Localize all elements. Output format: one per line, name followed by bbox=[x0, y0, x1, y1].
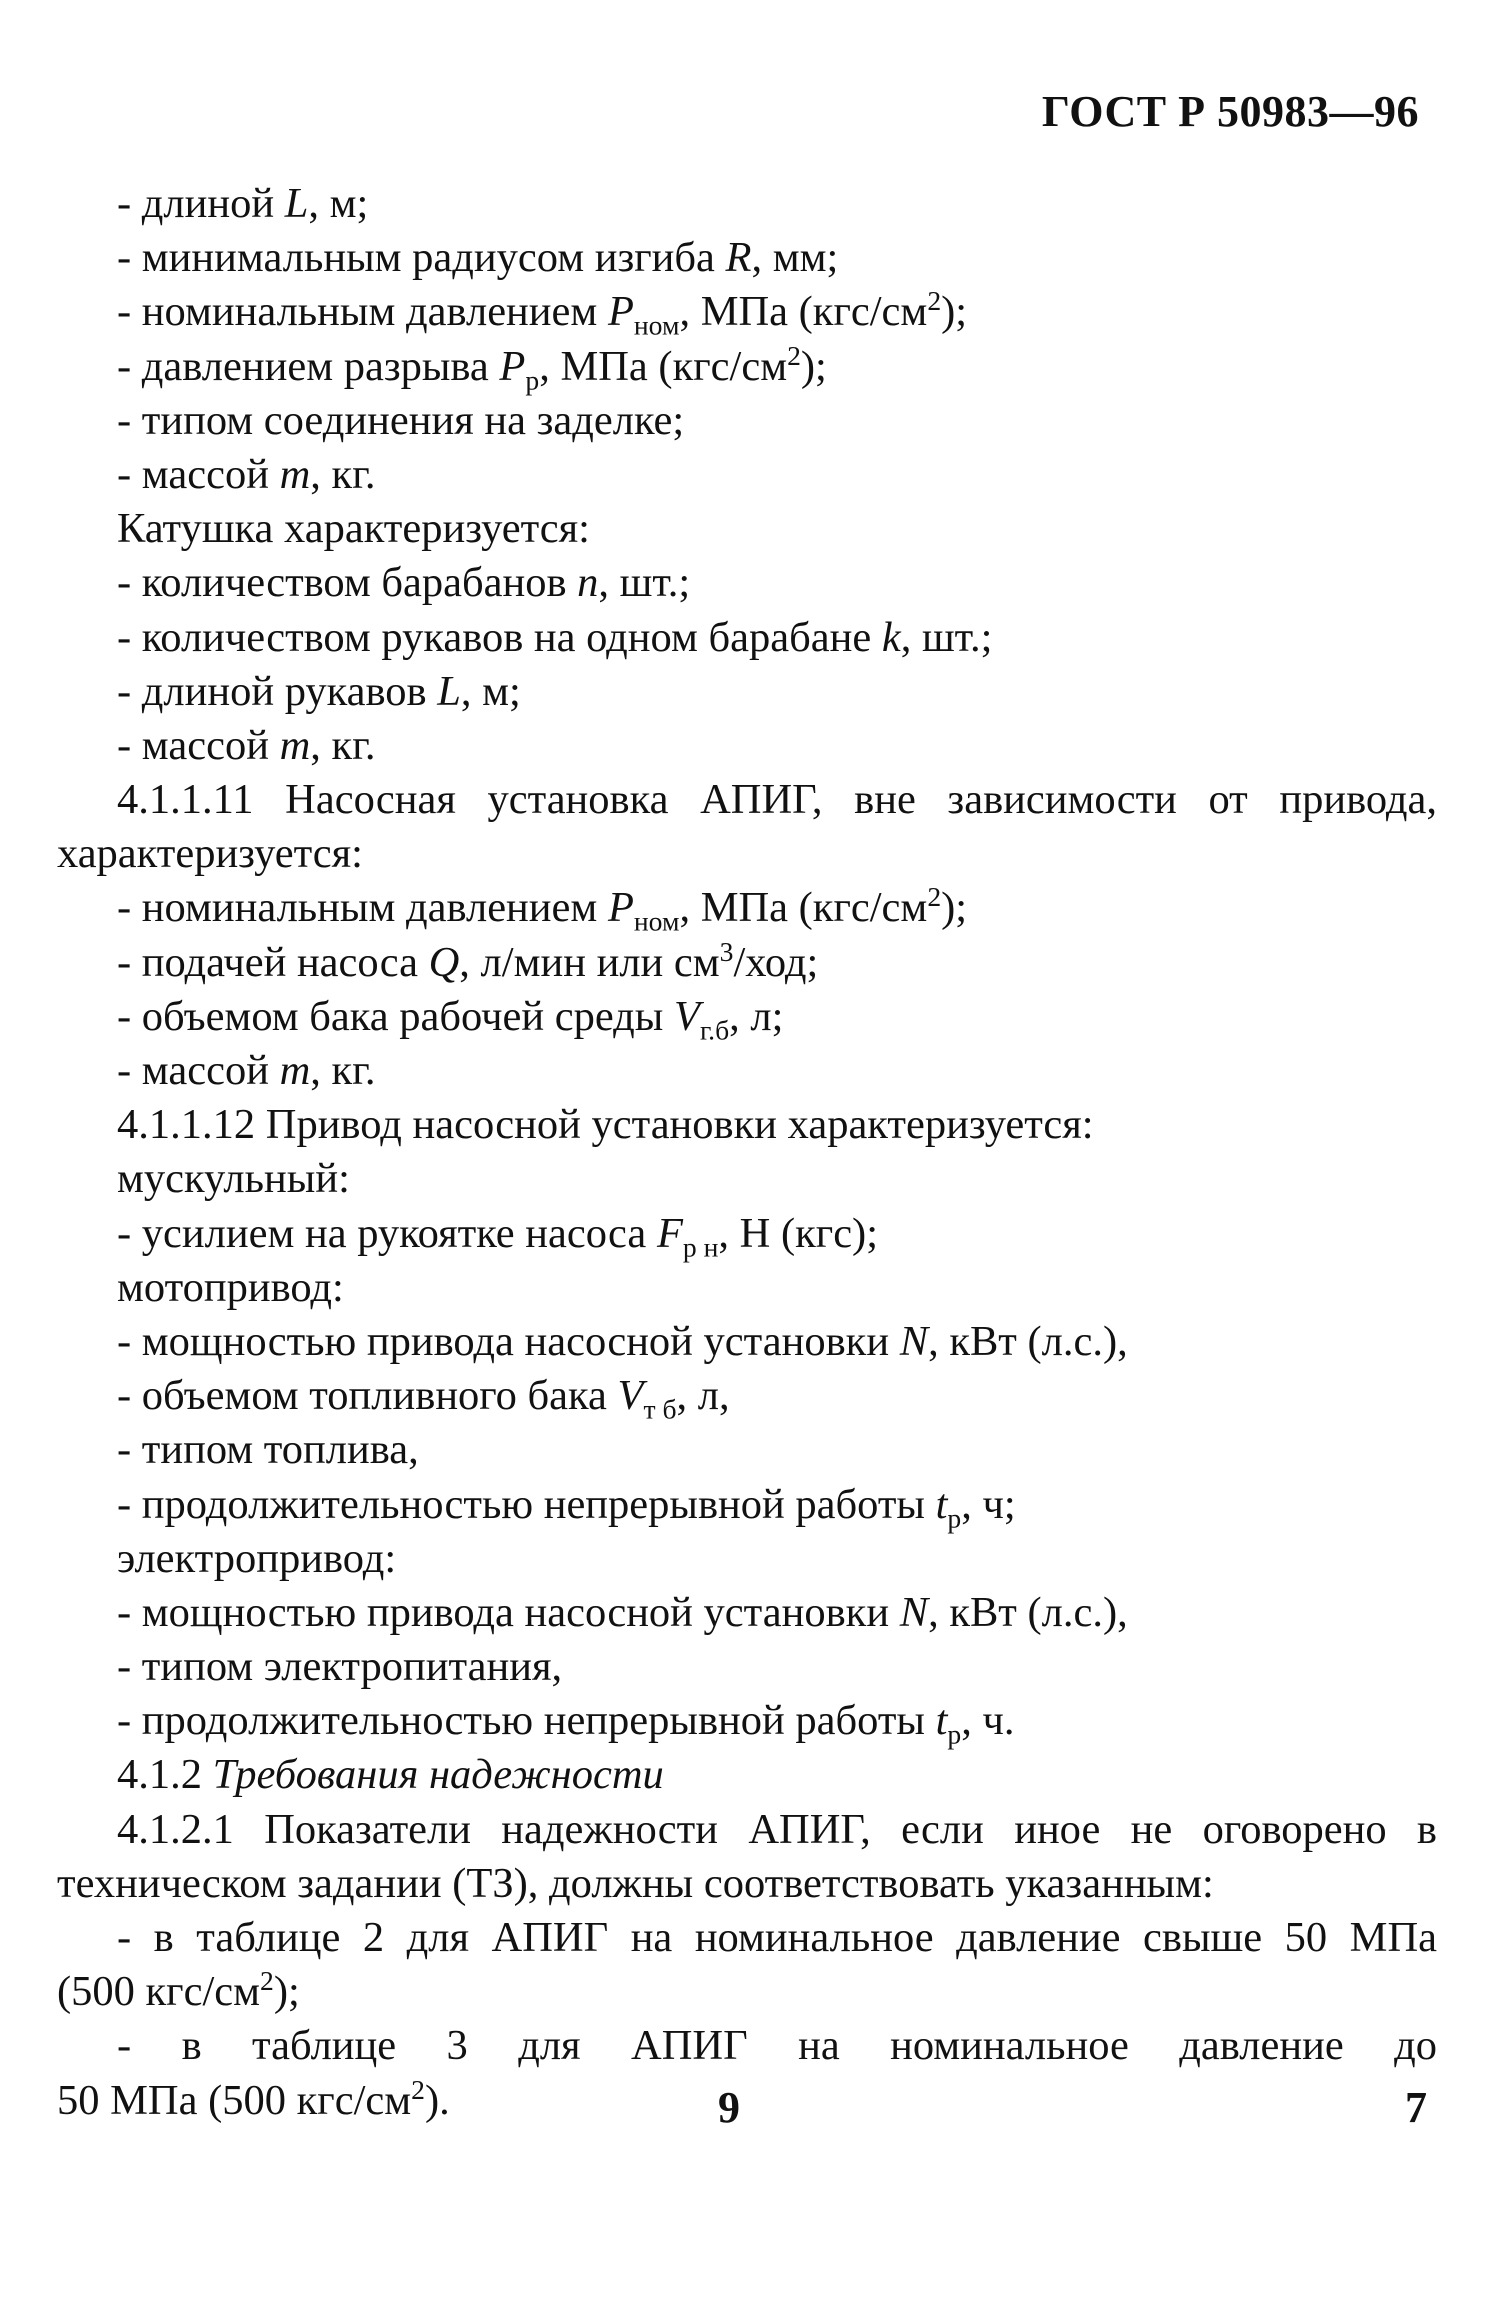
text-line bbox=[57, 2074, 1437, 2128]
text-run: ); bbox=[941, 884, 968, 932]
text-run: техническом задании (ТЗ), должны соответствовать указанным: bbox=[57, 1859, 1214, 1907]
superscript: 3 bbox=[719, 935, 734, 967]
subscript: р bbox=[525, 364, 540, 396]
text-run: , МПа (кгс/см bbox=[539, 342, 788, 390]
text-line bbox=[57, 1478, 1437, 1532]
page-number-right: 7 bbox=[1405, 2083, 1427, 2132]
text-run: характеризуется: bbox=[57, 830, 363, 878]
text-line bbox=[57, 665, 1437, 719]
text-line bbox=[57, 773, 1437, 827]
text-line bbox=[57, 881, 1437, 935]
italic-symbol: k bbox=[881, 613, 901, 661]
text-line bbox=[57, 177, 1437, 231]
text-run: , Н (кгс); bbox=[718, 1209, 879, 1257]
text-run: 4.1.2 bbox=[117, 1751, 213, 1799]
text-run: - подачей насоса bbox=[117, 938, 429, 986]
body-text bbox=[57, 177, 1437, 2128]
italic-symbol: L bbox=[437, 667, 461, 715]
text-line bbox=[57, 1423, 1437, 1477]
text-run: - номинальным давлением bbox=[117, 288, 608, 336]
text-line bbox=[57, 1044, 1437, 1098]
italic-symbol: Требования надежности bbox=[212, 1751, 664, 1799]
text-run: - давлением разрыва bbox=[117, 342, 500, 390]
text-run: - объемом бака рабочей среды bbox=[117, 992, 674, 1040]
text-line bbox=[57, 1748, 1437, 1802]
text-line bbox=[57, 1857, 1437, 1911]
italic-symbol: Q bbox=[428, 938, 460, 986]
text-run: - массой bbox=[117, 721, 280, 769]
text-run: - количеством рукавов на одном барабане bbox=[117, 613, 882, 661]
text-run: , кг. bbox=[310, 1047, 376, 1094]
text-run: , МПа (кгс/см bbox=[679, 288, 928, 336]
text-line bbox=[57, 1315, 1437, 1369]
text-run: - типом соединения на заделке; bbox=[117, 396, 685, 444]
standard-header: ГОСТ Р 50983—96 bbox=[1041, 87, 1419, 136]
text-run: 50 МПа (500 кгс/см bbox=[57, 2076, 412, 2124]
text-line bbox=[57, 990, 1437, 1044]
italic-symbol: N bbox=[899, 1588, 929, 1636]
text-run: , л, bbox=[676, 1372, 730, 1420]
text-line bbox=[57, 1803, 1437, 1857]
italic-symbol: V bbox=[673, 992, 700, 1040]
text-run: /ход; bbox=[733, 938, 819, 986]
text-run: , кВт (л.с.), bbox=[928, 1317, 1128, 1365]
text-line bbox=[57, 1098, 1437, 1152]
text-run: электропривод: bbox=[117, 1534, 397, 1582]
italic-symbol: P bbox=[499, 342, 526, 390]
text-line bbox=[57, 502, 1437, 556]
text-line bbox=[57, 1965, 1437, 2019]
text-run: - длиной рукавов bbox=[117, 667, 438, 715]
text-run: - мощностью привода насосной установки bbox=[117, 1317, 900, 1365]
italic-symbol: t bbox=[935, 1480, 948, 1528]
text-run: , МПа (кгс/см bbox=[679, 884, 928, 932]
text-line bbox=[57, 394, 1437, 448]
superscript: 2 bbox=[927, 881, 942, 913]
text-run: - мощностью привода насосной установки bbox=[117, 1588, 900, 1636]
text-run: , кг. bbox=[310, 450, 376, 498]
text-run: Катушка характеризуется: bbox=[117, 505, 590, 553]
text-run: (500 кгс/см bbox=[57, 1968, 261, 2016]
text-run: , м; bbox=[460, 667, 521, 715]
text-run: ). bbox=[424, 2076, 450, 2124]
italic-symbol: F bbox=[656, 1209, 683, 1257]
italic-symbol: m bbox=[279, 450, 311, 498]
text-line bbox=[57, 1207, 1437, 1261]
text-run: , кг. bbox=[310, 721, 376, 769]
text-line bbox=[57, 340, 1437, 394]
superscript: 2 bbox=[927, 285, 942, 317]
text-run: ); bbox=[273, 1968, 300, 2016]
italic-symbol: m bbox=[279, 721, 311, 769]
text-run: 4.1.1.11 Насосная установка АПИГ, вне зависимости от привода, bbox=[117, 776, 1437, 824]
text-line bbox=[57, 231, 1437, 285]
italic-symbol: L bbox=[284, 180, 309, 227]
superscript: 2 bbox=[411, 2073, 425, 2105]
text-run: - массой bbox=[117, 1047, 280, 1094]
text-run: , шт.; bbox=[900, 613, 993, 661]
text-run: ); bbox=[941, 288, 968, 336]
text-line bbox=[57, 1586, 1437, 1640]
text-run: , шт.; bbox=[598, 559, 691, 607]
text-line bbox=[57, 2019, 1437, 2073]
text-run: - типом электропитания, bbox=[117, 1643, 563, 1691]
text-line bbox=[57, 556, 1437, 610]
text-line bbox=[57, 719, 1437, 773]
text-run: - номинальным давлением bbox=[117, 884, 608, 932]
text-line bbox=[57, 1532, 1437, 1586]
text-run: , ч; bbox=[961, 1480, 1016, 1528]
text-run: ); bbox=[800, 342, 827, 390]
text-run: - количеством барабанов bbox=[117, 559, 578, 607]
text-run: мускульный: bbox=[117, 1155, 350, 1203]
subscript: ном bbox=[633, 905, 680, 937]
text-run: - в таблице 2 для АПИГ на номинальное давление свыше 50 МПа bbox=[117, 1914, 1437, 1961]
text-run: - минимальным радиусом изгиба bbox=[117, 234, 726, 282]
text-run: - объемом топливного бака bbox=[117, 1372, 618, 1420]
text-line bbox=[57, 1911, 1437, 1965]
text-line bbox=[57, 611, 1437, 665]
text-run: мотопривод: bbox=[117, 1263, 344, 1311]
italic-symbol: R bbox=[725, 234, 752, 282]
text-line bbox=[57, 1152, 1437, 1206]
italic-symbol: t bbox=[935, 1697, 948, 1745]
italic-symbol: V bbox=[617, 1372, 644, 1420]
text-line bbox=[57, 1640, 1437, 1694]
italic-symbol: N bbox=[899, 1317, 929, 1365]
text-run: - массой bbox=[117, 450, 280, 498]
superscript: 2 bbox=[787, 339, 801, 371]
subscript: т б bbox=[643, 1393, 677, 1425]
subscript: ном bbox=[633, 309, 680, 341]
text-run: , мм; bbox=[751, 234, 839, 282]
text-line bbox=[57, 1369, 1437, 1423]
text-run: , кВт (л.с.), bbox=[928, 1588, 1128, 1636]
superscript: 2 bbox=[260, 1965, 274, 1997]
text-run: - продолжительностью непрерывной работы bbox=[117, 1697, 936, 1745]
text-run: - усилием на рукоятке насоса bbox=[117, 1209, 657, 1257]
text-run: - типом топлива, bbox=[117, 1426, 419, 1474]
text-run: , л; bbox=[729, 992, 784, 1040]
text-run: , л/мин или см bbox=[459, 938, 720, 986]
text-line bbox=[57, 1694, 1437, 1748]
text-line bbox=[57, 448, 1437, 502]
text-line bbox=[57, 285, 1437, 339]
text-run: - длиной bbox=[117, 180, 285, 227]
text-run: - в таблице 3 для АПИГ на номинальное давление до bbox=[117, 2022, 1437, 2070]
italic-symbol: P bbox=[607, 884, 634, 932]
subscript: р н bbox=[682, 1231, 719, 1263]
subscript: р bbox=[947, 1502, 962, 1533]
italic-symbol: P bbox=[607, 288, 634, 336]
text-run: 4.1.1.12 Привод насосной установки характеризуется: bbox=[117, 1101, 1094, 1149]
italic-symbol: n bbox=[577, 559, 599, 607]
text-line bbox=[57, 936, 1437, 990]
text-run: - продолжительностью непрерывной работы bbox=[117, 1480, 936, 1528]
text-line bbox=[57, 827, 1437, 881]
subscript: г.б bbox=[699, 1014, 730, 1046]
text-run: , м; bbox=[308, 180, 369, 227]
text-line bbox=[57, 1261, 1437, 1315]
italic-symbol: m bbox=[279, 1047, 311, 1094]
page-number-center: 9 bbox=[718, 2083, 740, 2132]
text-run: 4.1.2.1 Показатели надежности АПИГ, если иное не оговорено в bbox=[117, 1805, 1437, 1853]
text-run: , ч. bbox=[961, 1697, 1015, 1745]
subscript: р bbox=[947, 1718, 962, 1750]
